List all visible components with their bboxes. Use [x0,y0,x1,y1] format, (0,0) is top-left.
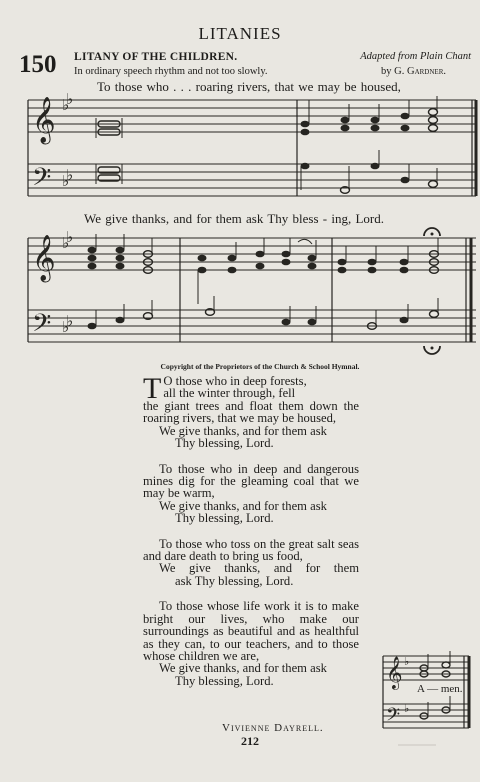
flat-sign-icon: ♭ [66,228,74,246]
refrain-line: ask Thy blessing, Lord. [175,573,294,588]
breve-chord-treble [96,118,122,138]
section-title: LITANIES [198,24,282,43]
flat-sign-icon: ♭ [62,318,70,336]
poem-paragraph: To those who in deep and dangerous mines dig for the gleaming coal that we may be warm, [143,461,359,501]
refrain-line: We give thanks, and for them [159,561,359,576]
treble-clef-icon: 𝄞 [32,235,56,281]
poem-line: O those who in deep forests, [163,374,307,388]
flat-sign-icon: ♭ [66,312,74,330]
flat-sign-icon: ♭ [66,166,74,184]
breve-chord-bass [96,164,122,184]
flat-sign-icon: ♭ [66,90,74,108]
stanza-3 [143,538,359,588]
stanza-2 [143,463,359,525]
refrain-line: We give thanks, and for them ask [159,661,327,676]
tempo-direction: In ordinary speech rhythm and not too slowly. [74,66,268,77]
notes-system-2c [338,238,439,329]
flat-sign-icon: ♭ [62,96,70,114]
hymn-title: LITANY OF THE CHILDREN. [74,51,238,63]
stanza-4 [143,600,359,687]
poem-paragraph: To those who toss on the great salt seas and dare death to bring us food, [143,536,359,564]
refrain-line: Thy blessing, Lord. [175,436,274,451]
poem-author: Vivienne Dayrell. [222,722,324,734]
lyric-line-1: To those who . . . roaring rivers, that we may be housed, [97,79,401,94]
drop-cap: T [143,372,162,405]
refrain-line: We give thanks, and for them ask [159,423,327,438]
poem-line: all the winter through, fell [163,386,296,401]
refrain-line: Thy blessing, Lord. [175,511,274,526]
amen-lyric: A — men. [417,683,463,695]
bass-clef-icon: 𝄢 [32,163,52,198]
poem-paragraph: the giant trees and float them down the roaring rivers, that we may be housed, [143,399,359,426]
bass-clef-icon: 𝄢 [32,309,52,344]
lyric-line-2: We give thanks, and for them ask Thy bless - ing, Lord. [84,211,384,226]
poem-text [143,372,359,700]
flat-sign-icon: ♭ [62,234,70,252]
notes-system-2 [88,234,153,329]
notes-system-2b [198,238,317,325]
arranger-name: G. Gardner. [394,66,446,77]
hymn-number: 150 [19,51,57,78]
treble-clef-icon: 𝄞 [32,97,56,143]
poem-paragraph: To those whose life work it is to make bright our lives, who make our surroundings as beautiful and as healthful as they can, to our teachers, and to those whose children we are, [143,599,359,663]
refrain-line: We give thanks, and for them ask [159,498,327,513]
arranger-prefix: by [381,66,395,77]
notes-system-1 [301,96,438,193]
bass-clef-icon: 𝄢 [386,705,401,730]
copyright-notice: Copyright of the Proprietors of the Church & School Hymnal. [160,362,360,371]
page-number: 212 [241,734,259,748]
treble-clef-icon: 𝄞 [386,656,403,689]
stanza-1 [143,372,359,451]
flat-sign-icon: ♭ [404,655,410,668]
refrain-line: Thy blessing, Lord. [175,673,274,688]
music-credit: Adapted from Plain Chant [360,51,471,62]
flat-sign-icon: ♭ [62,172,70,190]
flat-sign-icon: ♭ [404,702,410,715]
